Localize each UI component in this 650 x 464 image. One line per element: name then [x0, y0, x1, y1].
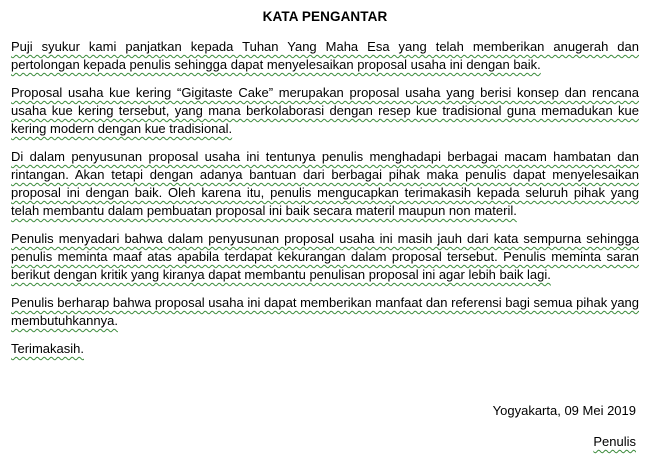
closing-thanks: Terimakasih.	[11, 341, 84, 356]
paragraph-obstacles: Di dalam penyusunan proposal usaha ini tentunya penulis menghadapi berbagai macam hambatan dan rintangan. Akan tetapi dengan adanya bantuan dari berbagai pihak maka penulis dapat menyelesaikan proposal ini dengan baik. Oleh karena itu, penulis mengucapkan terimakasih kepada seluruh pihak yang telah membantu dalam pembuatan proposal ini baik secara materil maupun non materil.	[11, 149, 639, 218]
paragraph-hope: Penulis berharap bahwa proposal usaha ini dapat memberikan manfaat dan referensi bagi semua pihak yang membutuhkannya.	[11, 295, 640, 328]
paragraph-proposal-description: Proposal usaha kue kering “Gigitaste Cake” merupakan proposal usaha yang berisi konsep dan rencana usaha kue kering tersebut, yang mana berkolaborasi dengan resep kue tradisional guna memadukan kue kering modern dengan kue tradisional.	[11, 85, 639, 136]
paragraph-gratitude: Puji syukur kami panjatkan kepada Tuhan Yang Maha Esa yang telah memberikan anugerah dan pertolongan kepada penulis sehingga dapat menyelesaikan proposal usaha ini dengan baik.	[11, 39, 639, 72]
signature-author: Penulis	[593, 434, 636, 449]
place-date: Yogyakarta, 09 Mei 2019	[492, 403, 636, 418]
document-title: KATA PENGANTAR	[262, 9, 388, 24]
paragraph-apology: Penulis menyadari bahwa dalam penyusunan proposal usaha ini masih jauh dari kata sempurna sehingga penulis meminta maaf atas apabila terdapat kekurangan dalam proposal tersebut. Penulis meminta saran berikut dengan kritik yang kiranya dapat membantu penulisan proposal ini agar lebih baik lagi.	[11, 231, 639, 282]
